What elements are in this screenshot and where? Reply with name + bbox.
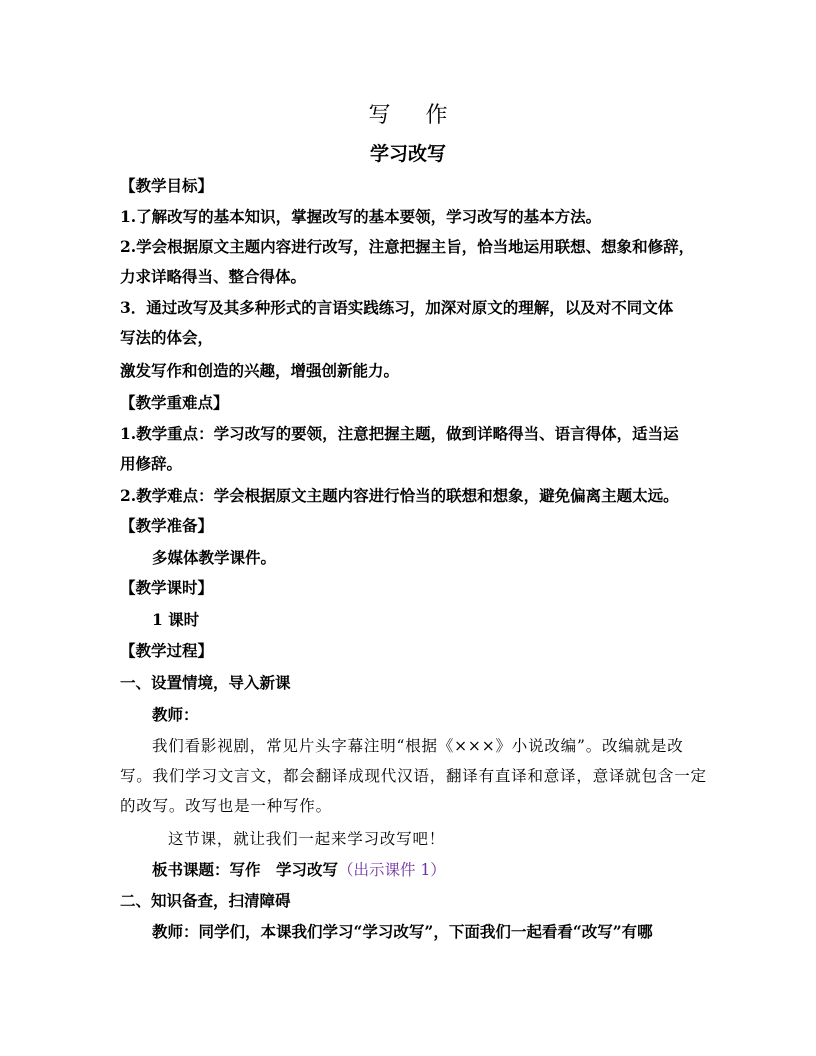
- intro-line-2: 写。我们学习文言文，都会翻译成现代汉语，翻译有直译和意译，意译就包含一定: [120, 767, 707, 785]
- intro-line-3: 的改写。改写也是一种写作。: [120, 797, 332, 815]
- objective-3-line-1: 3．通过改写及其多种形式的言语实践练习，加深对原文的理解，以及对不同文体: [120, 298, 674, 317]
- process-heading: 【教学过程】: [120, 641, 214, 660]
- key-point-1-line-1: 1.教学重点：学习改写的要领，注意把握主题，做到详略得当、语言得体，适当运: [120, 424, 679, 443]
- board-note: （出示课件 1）: [338, 861, 446, 879]
- teacher-label: 教师：: [152, 705, 199, 724]
- page-title: 写 作: [368, 103, 462, 128]
- step-1-heading: 一、设置情境，导入新课: [120, 673, 291, 692]
- key-point-1-line-2: 用修辞。: [120, 454, 183, 473]
- step-2-heading: 二、知识备查，扫清障碍: [120, 891, 291, 910]
- step-2-line-1: 教师：同学们，本课我们学习“学习改写”，下面我们一起看看“改写”有哪: [152, 922, 653, 941]
- objective-2-line-2: 力求详略得当、整合得体。: [120, 267, 307, 286]
- objective-1: 1.了解改写的基本知识，掌握改写的基本要领，学习改写的基本方法。: [120, 207, 602, 226]
- board-title: 板书课题：写作 学习改写: [152, 860, 339, 879]
- intro-line-1: 我们看影视剧，常见片头字幕注明“根据《×××》小说改编”。改编就是改: [152, 737, 684, 755]
- key-point-2: 2.教学难点：学会根据原文主题内容进行恰当的联想和想象，避免偏离主题太远。: [120, 486, 679, 505]
- hours-heading: 【教学课时】: [120, 578, 214, 597]
- intro-line-4: 这节课，就让我们一起来学习改写吧！: [168, 830, 446, 848]
- hours-text: 1 课时: [152, 610, 200, 629]
- objective-3-line-2: 写法的体会，: [120, 328, 214, 347]
- page-subtitle: 学习改写: [369, 143, 446, 165]
- board-title-line: [152, 860, 732, 880]
- objectives-heading: 【教学目标】: [120, 176, 214, 195]
- objective-3-line-3: 激发写作和创造的兴趣，增强创新能力。: [120, 361, 400, 380]
- key-points-heading: 【教学重难点】: [120, 393, 229, 412]
- objective-2-line-1: 2.学会根据原文主题内容进行改写，注意把握主旨，恰当地运用联想、想象和修辞，: [120, 237, 695, 256]
- preparation-text: 多媒体教学课件。: [152, 548, 277, 567]
- preparation-heading: 【教学准备】: [120, 516, 214, 535]
